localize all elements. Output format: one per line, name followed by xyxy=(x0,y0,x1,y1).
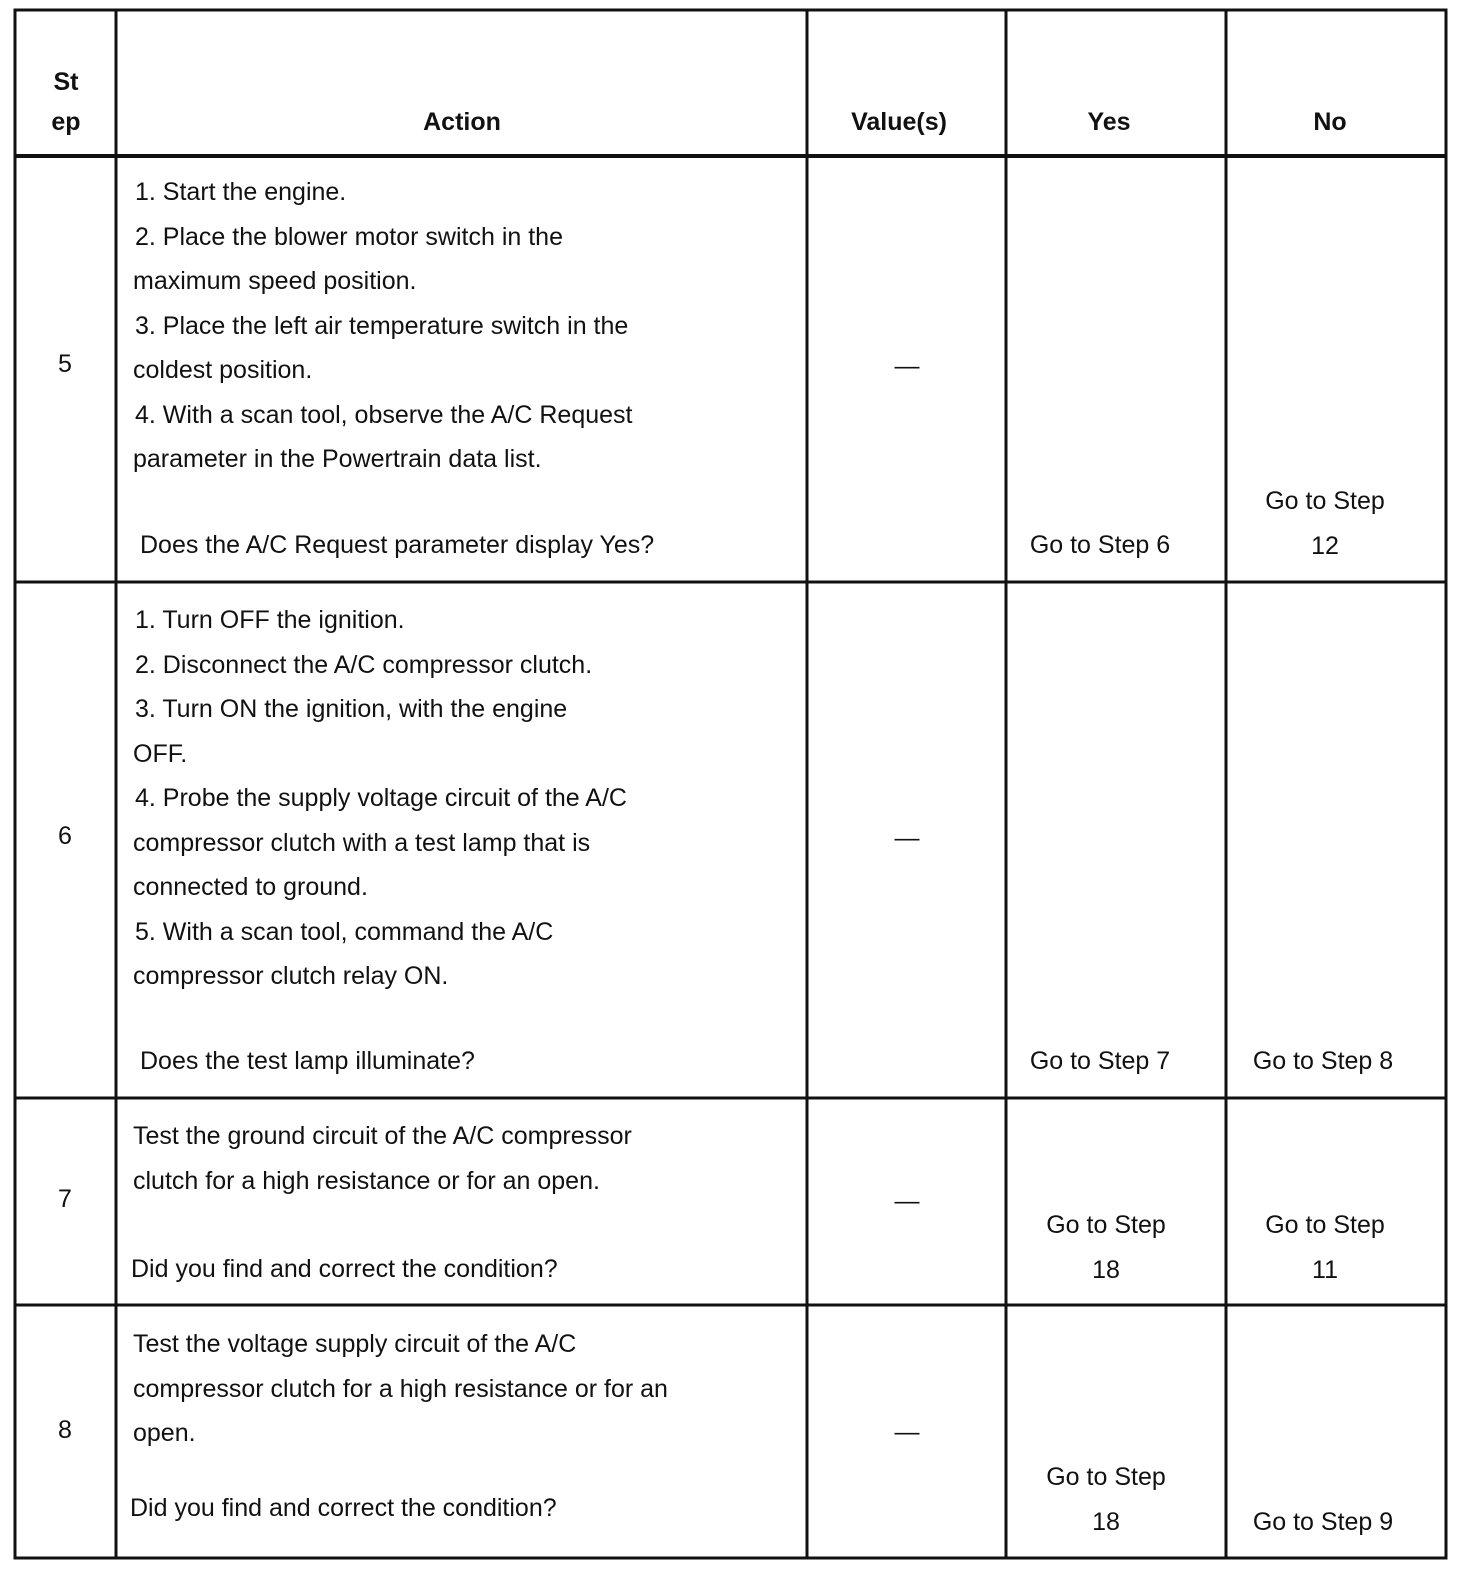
action-line: 2. Place the blower motor switch in the xyxy=(135,222,563,251)
yes-result-line: Go to Step xyxy=(1046,1211,1166,1239)
yes-result-line: Go to Step 6 xyxy=(1029,531,1171,559)
action-line: coldest position. xyxy=(133,356,313,384)
header-values: Value(s) xyxy=(851,108,947,136)
no-result-line: Go to Step 8 xyxy=(1252,1047,1394,1075)
action-steps xyxy=(133,1322,803,1456)
action-line: clutch for a high resistance or for an open. xyxy=(133,1166,600,1195)
header-yes: Yes xyxy=(1087,108,1131,136)
no-result-line: 12 xyxy=(1311,531,1339,560)
action-line: 1. Turn OFF the ignition. xyxy=(135,606,405,634)
yes-result xyxy=(1007,1455,1205,1544)
yes-result-line: Go to Step xyxy=(1046,1463,1166,1491)
no-result xyxy=(1227,1039,1419,1084)
action-question: Did you find and correct the condition? xyxy=(130,1494,557,1522)
action-line: compressor clutch for a high resistance or for an xyxy=(133,1374,668,1403)
action-line: 4. Probe the supply voltage circuit of the A/C xyxy=(135,784,627,812)
action-line: compressor clutch relay ON. xyxy=(133,962,449,990)
action-line: open. xyxy=(133,1419,196,1447)
action-steps xyxy=(133,598,803,999)
value-cell: — xyxy=(894,1418,920,1446)
step-number: 5 xyxy=(58,350,72,378)
header-step-line1: St xyxy=(53,68,79,96)
action-steps xyxy=(133,1114,803,1203)
action-line: Test the voltage supply circuit of the A/C xyxy=(133,1330,577,1358)
action-line: 3. Turn ON the ignition, with the engine xyxy=(135,695,568,723)
action-question: Did you find and correct the condition? xyxy=(131,1255,558,1283)
action-question: Does the test lamp illuminate? xyxy=(140,1047,475,1075)
action-line: 2. Disconnect the A/C compressor clutch. xyxy=(135,650,593,679)
action-line: 5. With a scan tool, command the A/C xyxy=(135,917,554,946)
header-no: No xyxy=(1313,108,1347,136)
step-number: 8 xyxy=(58,1416,72,1444)
action-line: OFF. xyxy=(133,739,188,768)
no-result-line: Go to Step xyxy=(1265,487,1385,515)
step-number: 7 xyxy=(58,1185,72,1213)
no-result xyxy=(1227,1203,1423,1292)
action-line: connected to ground. xyxy=(133,873,368,901)
yes-result-line: 18 xyxy=(1092,1255,1120,1284)
no-result-line: Go to Step 9 xyxy=(1252,1508,1394,1536)
header-step xyxy=(16,62,116,142)
step-number: 6 xyxy=(58,822,72,850)
no-result-line: 11 xyxy=(1312,1255,1338,1284)
header-action: Action xyxy=(423,108,501,136)
yes-result xyxy=(1007,1039,1193,1084)
value-cell: — xyxy=(894,824,920,852)
action-line: compressor clutch with a test lamp that is xyxy=(133,828,591,857)
yes-result xyxy=(1007,523,1193,568)
no-result xyxy=(1227,1500,1419,1545)
no-result xyxy=(1227,479,1423,568)
value-cell: — xyxy=(894,1187,920,1215)
no-result-line: Go to Step xyxy=(1265,1211,1385,1239)
action-line: 3. Place the left air temperature switch in the xyxy=(135,311,629,340)
action-line: maximum speed position. xyxy=(133,267,417,295)
yes-result-line: 18 xyxy=(1092,1507,1120,1536)
action-line: parameter in the Powertrain data list. xyxy=(133,445,542,473)
action-question: Does the A/C Request parameter display Yes? xyxy=(140,531,655,559)
yes-result-line: Go to Step 7 xyxy=(1029,1047,1171,1075)
action-steps xyxy=(133,170,803,482)
action-line: 1. Start the engine. xyxy=(135,178,347,206)
header-step-line2: ep xyxy=(51,108,81,136)
action-line: 4. With a scan tool, observe the A/C Request xyxy=(135,400,633,429)
yes-result xyxy=(1007,1203,1205,1292)
action-line: Test the ground circuit of the A/C compressor xyxy=(133,1122,632,1150)
value-cell: — xyxy=(894,352,920,380)
